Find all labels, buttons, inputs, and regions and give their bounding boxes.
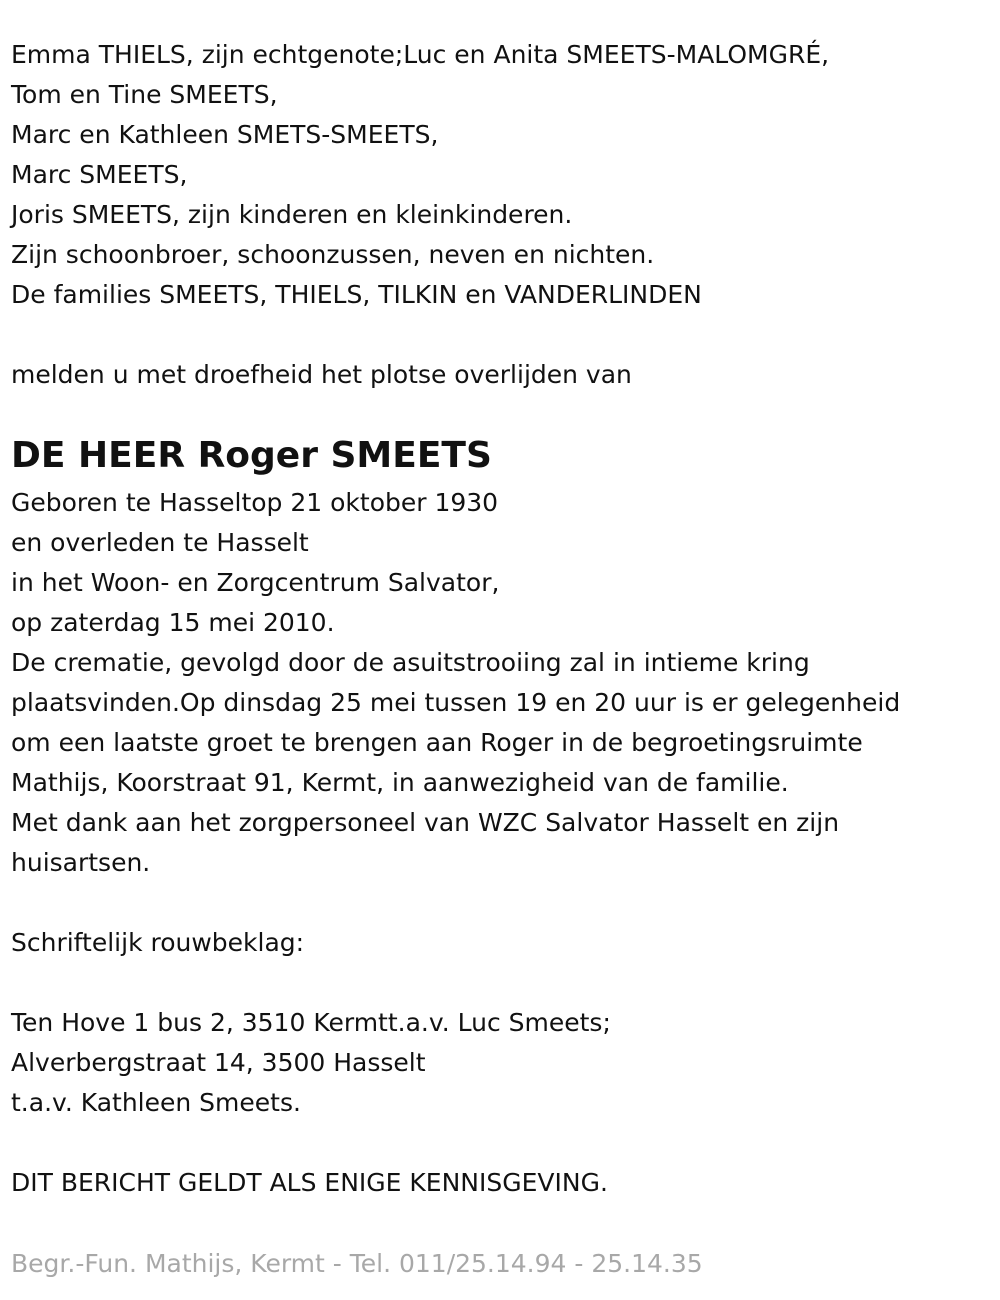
deceased-name: DE HEER Roger SMEETS xyxy=(11,435,492,476)
details-line: Geboren te Hasseltop 21 oktober 1930 xyxy=(11,488,499,517)
details-line: op zaterdag 15 mei 2010. xyxy=(11,608,335,637)
address-line: Alverbergstraat 14, 3500 Hasselt xyxy=(11,1048,426,1077)
notice-text: DIT BERICHT GELDT ALS ENIGE KENNISGEVING. xyxy=(11,1168,608,1197)
family-line: Marc en Kathleen SMETS-SMEETS, xyxy=(11,120,439,149)
details-line: om een laatste groet te brengen aan Roger in de begroetingsruimte xyxy=(11,728,863,757)
family-line: Emma THIELS, zijn echtgenote;Luc en Anita SMEETS-MALOMGRÉ, xyxy=(11,40,830,69)
address-line: t.a.v. Kathleen Smeets. xyxy=(11,1088,301,1117)
family-line: Tom en Tine SMEETS, xyxy=(11,80,278,109)
details-line: in het Woon- en Zorgcentrum Salvator, xyxy=(11,568,500,597)
address-line: Ten Hove 1 bus 2, 3510 Kermtt.a.v. Luc Smeets; xyxy=(11,1008,611,1037)
condolences-heading: Schriftelijk rouwbeklag: xyxy=(11,928,305,957)
details-line: en overleden te Hasselt xyxy=(11,528,309,557)
details-line: Mathijs, Koorstraat 91, Kermt, in aanwezigheid van de familie. xyxy=(11,768,789,797)
family-line: Marc SMEETS, xyxy=(11,160,188,189)
announcement-text: melden u met droefheid het plotse overlijden van xyxy=(11,360,632,389)
details-line: Met dank aan het zorgpersoneel van WZC Salvator Hasselt en zijn xyxy=(11,808,840,837)
details-line: plaatsvinden.Op dinsdag 25 mei tussen 19 en 20 uur is er gelegenheid xyxy=(11,688,901,717)
family-line: De families SMEETS, THIELS, TILKIN en VANDERLINDEN xyxy=(11,280,702,309)
family-line: Zijn schoonbroer, schoonzussen, neven en nichten. xyxy=(11,240,655,269)
details-line: De crematie, gevolgd door de asuitstrooiing zal in intieme kring xyxy=(11,648,810,677)
funeral-home-footer: Begr.-Fun. Mathijs, Kermt - Tel. 011/25.14.94 - 25.14.35 xyxy=(11,1249,703,1278)
family-line: Joris SMEETS, zijn kinderen en kleinkinderen. xyxy=(11,200,573,229)
details-line: huisartsen. xyxy=(11,848,151,877)
